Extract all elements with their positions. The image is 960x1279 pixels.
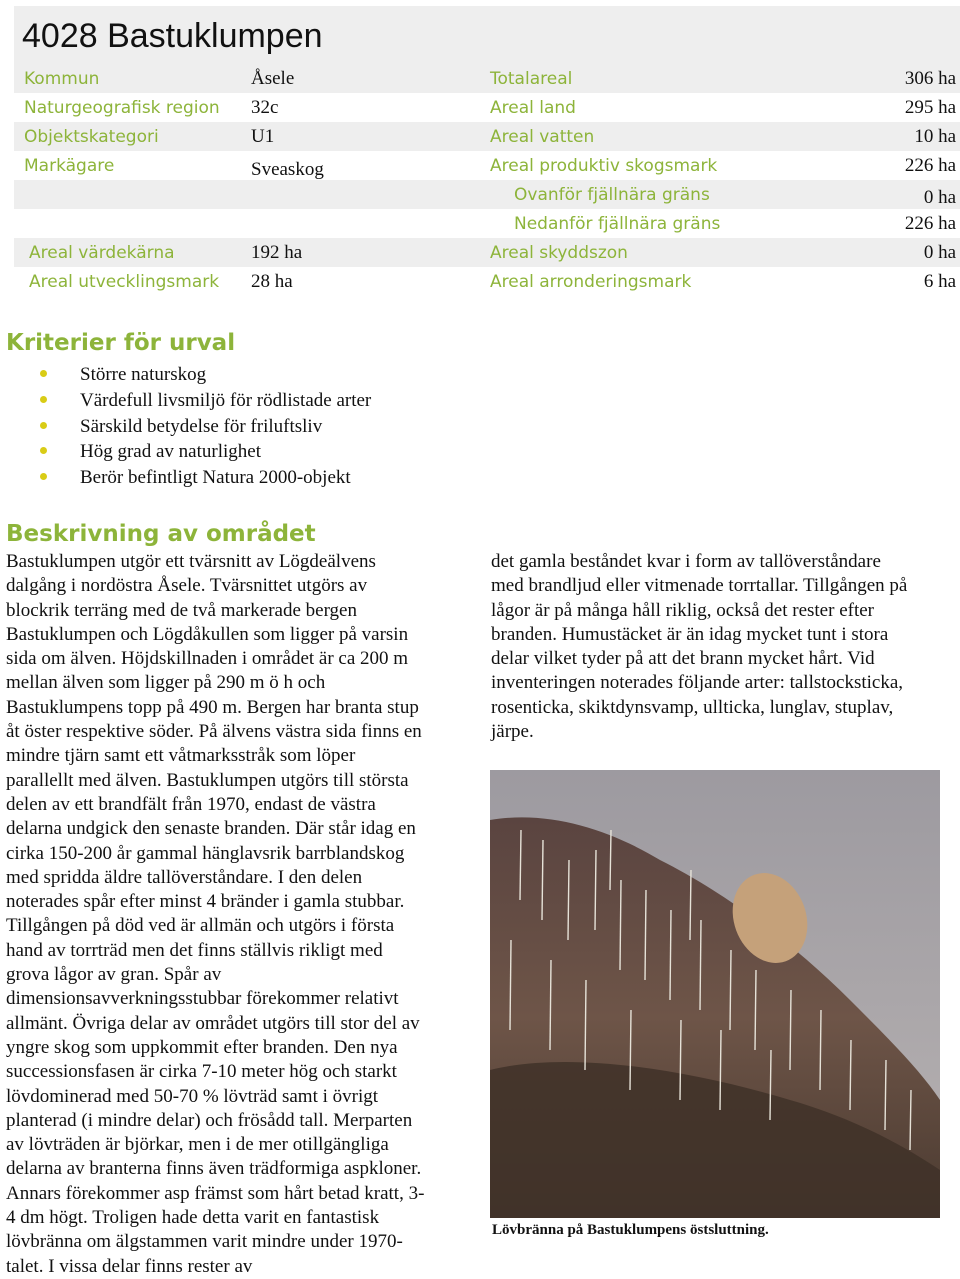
areal-vatten-value: 10 ha bbox=[914, 126, 956, 147]
areal-land-label: Areal land bbox=[490, 98, 576, 118]
description-line: lågor är på många håll riklig, också det rester efter bbox=[491, 599, 874, 621]
kommun-value: Åsele bbox=[251, 68, 295, 89]
nedanfor-value: 226 ha bbox=[904, 213, 956, 234]
region-value: 32c bbox=[251, 97, 279, 118]
description-line: mellan älven som ligger på 290 m ö h och bbox=[6, 672, 326, 694]
description-line: 4 dm högt. Troligen hade detta varit en fantastisk bbox=[6, 1207, 380, 1229]
facts-row-ovanfor bbox=[14, 180, 960, 209]
markagare-value: Sveaskog bbox=[251, 159, 324, 180]
ovanfor-label: Ovanför fjällnära gräns bbox=[514, 185, 710, 205]
produktiv-value: 226 ha bbox=[904, 155, 956, 176]
utveckling-value: 28 ha bbox=[251, 271, 293, 292]
description-line: grova lågor av gran. Spår av bbox=[6, 964, 222, 986]
criteria-item bbox=[40, 414, 371, 440]
arrondering-value: 6 ha bbox=[923, 271, 956, 292]
description-line: med brandljud eller vitmenade torrtallar. Tillgången på bbox=[491, 575, 908, 597]
description-line: yngre skog som uppkommit efter branden. Den nya bbox=[6, 1036, 398, 1058]
markagare-label: Markägare bbox=[24, 156, 115, 176]
criteria-item bbox=[40, 362, 371, 388]
bullet-icon bbox=[40, 447, 47, 454]
description-line: noterades spår efter minst 4 bränder i gamla stubbar. bbox=[6, 891, 405, 913]
description-line: delen av ett brandfält från 1970, endast de västra bbox=[6, 793, 376, 815]
areal-land-value: 295 ha bbox=[904, 97, 956, 118]
description-line: med spridda äldre tallöverståndare. I den delen bbox=[6, 866, 363, 888]
bullet-icon bbox=[40, 473, 47, 480]
criteria-list bbox=[40, 362, 371, 491]
page-title: 4028 Bastuklumpen bbox=[22, 17, 323, 55]
criteria-text: Hög grad av naturlighet bbox=[80, 441, 261, 463]
description-line: Bastuklumpens topp på 490 m. Bergen har branta stup bbox=[6, 696, 419, 718]
description-line: branden. Humustäcket är än idag mycket tunt i stora bbox=[491, 623, 889, 645]
description-line: av lövträden är björkar, men i de mer otillgängliga bbox=[6, 1134, 389, 1156]
photo-illustration bbox=[490, 770, 940, 1218]
description-line: dalgång i nordöstra Åsele. Tvärsnittet utgörs av bbox=[6, 575, 368, 597]
description-line: det gamla beståndet kvar i form av tallöverståndare bbox=[491, 551, 881, 572]
description-line: järpe. bbox=[491, 721, 534, 743]
totalareal-label: Totalareal bbox=[490, 69, 573, 89]
criteria-item bbox=[40, 439, 371, 465]
facts-row-region bbox=[14, 93, 960, 122]
description-line: mindre tjärn samt ett våtmarksstråk som löper bbox=[6, 745, 356, 767]
description-line: Bastuklumpen och Lögdåkullen som ligger på varsin bbox=[6, 623, 409, 645]
description-line: delarna undgick den senaste branden. Där står idag en bbox=[6, 818, 416, 840]
region-label: Naturgeografisk region bbox=[24, 98, 220, 118]
facts-row-utveckling bbox=[14, 267, 960, 296]
description-column-left bbox=[6, 550, 474, 1279]
kategori-value: U1 bbox=[251, 126, 275, 147]
facts-row-vardekarna bbox=[14, 238, 960, 267]
description-line: rosenticka, skiktdynsvamp, ullticka, lunglav, stuplav, bbox=[491, 696, 894, 718]
description-line: lövdominerad med 50-70 % lövträd samt i övrigt bbox=[6, 1085, 379, 1107]
facts-row-kategori bbox=[14, 122, 960, 151]
description-line: sida om älven. Höjdskillnaden i området är ca 200 m bbox=[6, 648, 409, 670]
criteria-item bbox=[40, 465, 371, 491]
criteria-item bbox=[40, 388, 371, 414]
arrondering-label: Areal arronderingsmark bbox=[490, 272, 692, 292]
photo-caption: Lövbränna på Bastuklumpens östsluttning. bbox=[492, 1222, 769, 1238]
description-line: talet. I vissa delar finns rester av bbox=[6, 1255, 253, 1277]
facts-row-kommun bbox=[14, 64, 960, 93]
description-line: cirka 150-200 år gammal hänglavsrik barrblandskog bbox=[6, 842, 405, 864]
description-line: delar vilket tyder på att det brann mycket hårt. Vid bbox=[491, 648, 875, 670]
description-line: parallellt med älven. Bastuklumpen utgörs till största bbox=[6, 769, 409, 791]
skyddszon-value: 0 ha bbox=[923, 242, 956, 263]
description-line: delarna av branterna finns även trädformiga aspkloner. bbox=[6, 1158, 422, 1180]
description-line: Bastuklumpen utgör ett tvärsnitt av Lögdeälvens bbox=[6, 551, 376, 572]
description-heading: Beskrivning av området bbox=[6, 521, 316, 547]
criteria-text: Värdefull livsmiljö för rödlistade arter bbox=[80, 389, 372, 411]
skyddszon-label: Areal skyddszon bbox=[490, 243, 628, 263]
criteria-text: Särskild betydelse för friluftsliv bbox=[80, 415, 323, 437]
kommun-label: Kommun bbox=[24, 69, 100, 89]
description-line: åt öster respektive söder. På älvens västra sida finns en bbox=[6, 721, 422, 743]
bullet-icon bbox=[40, 396, 47, 403]
utveckling-label: Areal utvecklingsmark bbox=[29, 272, 220, 292]
kategori-label: Objektskategori bbox=[24, 127, 159, 147]
burned-forest-photo bbox=[490, 770, 940, 1218]
ovanfor-value: 0 ha bbox=[923, 187, 956, 208]
vardekarna-label: Areal värdekärna bbox=[29, 243, 175, 263]
facts-row-nedanfor bbox=[14, 209, 960, 238]
produktiv-label: Areal produktiv skogsmark bbox=[490, 156, 718, 176]
totalareal-value: 306 ha bbox=[904, 68, 956, 89]
criteria-text: Berör befintligt Natura 2000-objekt bbox=[80, 467, 351, 489]
description-line: Tillgången på död ved är allmän och utgörs i första bbox=[6, 915, 395, 937]
description-line: lövbränna om älgstammen varit mindre under 1970- bbox=[6, 1231, 403, 1253]
criteria-text: Större naturskog bbox=[80, 364, 207, 385]
nedanfor-label: Nedanför fjällnära gräns bbox=[514, 214, 721, 234]
description-line: inventeringen noterades följande arter: tallstocksticka, bbox=[491, 672, 904, 694]
bullet-icon bbox=[40, 422, 47, 429]
facts-row-markagare bbox=[14, 151, 960, 180]
description-column-right bbox=[491, 550, 959, 744]
description-line: dimensionsavverkningsstubbar förekommer relativt bbox=[6, 988, 399, 1010]
vardekarna-value: 192 ha bbox=[251, 242, 303, 263]
description-line: Annars förekommer asp främst som hårt betad kratt, 3- bbox=[6, 1182, 425, 1204]
bullet-icon bbox=[40, 370, 47, 377]
description-line: successionsfasen är cirka 7-10 meter hög och starkt bbox=[6, 1061, 397, 1083]
areal-vatten-label: Areal vatten bbox=[490, 127, 595, 147]
description-line: blockrik terräng med de två markerade bergen bbox=[6, 599, 357, 621]
criteria-heading: Kriterier för urval bbox=[6, 330, 236, 356]
description-line: allmänt. Övriga delar av området utgörs till stor del av bbox=[6, 1012, 420, 1034]
description-line: hand av torrträd men det finns ställvis rikligt med bbox=[6, 939, 383, 961]
description-line: planterad (i mindre delar) och frösådd tall. Merparten bbox=[6, 1109, 413, 1131]
